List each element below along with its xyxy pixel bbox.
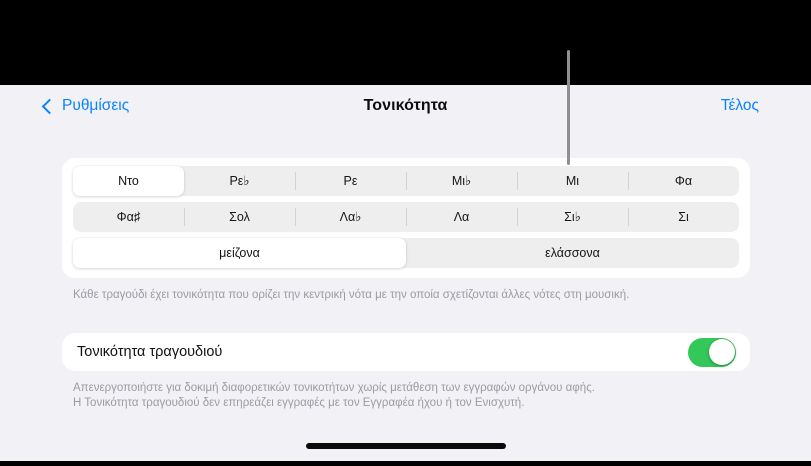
segment-note-10[interactable] [517, 202, 628, 232]
segment-label: Λα [339, 210, 356, 224]
segment-label: Ντο [118, 174, 139, 188]
segment-note-8[interactable] [295, 202, 406, 232]
key-picker-footnote: Κάθε τραγούδι έχει τονικότητα που ορίζει την κεντρική νότα με την οποία σχετίζονται άλλες νότες στη μουσική. [73, 289, 630, 301]
app-viewport [0, 85, 811, 461]
segment-label: Λα [453, 210, 470, 224]
segment-label: ελάσσονα [545, 246, 600, 260]
segment-note-7[interactable] [184, 202, 295, 232]
segment-label: Μι [565, 174, 580, 188]
song-key-footnote [73, 381, 763, 411]
segment-mode-minor[interactable] [406, 238, 739, 268]
segment-label: Σολ [229, 210, 250, 224]
flat-accidental-icon: ♭ [574, 208, 581, 224]
flat-accidental-icon: ♭ [355, 208, 362, 224]
segment-note-2[interactable] [295, 166, 406, 196]
segment-note-0[interactable] [73, 166, 184, 196]
device-edge-bottom [0, 461, 811, 466]
toggle-knob [709, 339, 735, 365]
segment-mode-major[interactable] [73, 238, 406, 268]
flat-accidental-icon: ♭ [243, 172, 250, 188]
segment-label: Σι [678, 210, 689, 224]
segment-label: Ρε [229, 174, 244, 188]
segment-label: μείζονα [219, 246, 260, 260]
song-key-footnote-line-2: Η Τονικότητα τραγουδιού δεν επηρεάζει εγγραφές με τον Εγγραφέα ήχου ή τον Ενισχυτή. [73, 397, 525, 409]
home-indicator[interactable] [306, 443, 506, 449]
segment-label: Σι [564, 210, 575, 224]
segment-note-9[interactable] [406, 202, 517, 232]
segment-note-11[interactable] [628, 202, 739, 232]
pointer-indicator-line[interactable] [567, 50, 570, 165]
segment-label: Μι [451, 174, 466, 188]
key-picker-card [62, 158, 750, 278]
song-key-footnote-line-1: Απενεργοποιήστε για δοκιμή διαφορετικών τονικοτήτων χωρίς μετάθεση των εγγραφών οργάνου αφής. [73, 382, 595, 394]
sharp-accidental-icon: ♯ [133, 208, 141, 224]
page-title: Τονικότητα [363, 97, 448, 114]
segment-note-3[interactable] [406, 166, 517, 196]
segment-label: Φα [674, 174, 693, 188]
back-button-label: Ρυθμίσεις [62, 97, 130, 114]
segment-note-1[interactable] [184, 166, 295, 196]
segment-note-5[interactable] [628, 166, 739, 196]
mode-segmented-control [73, 238, 739, 268]
segment-label: Ρε [343, 174, 358, 188]
flat-accidental-icon: ♭ [465, 172, 472, 188]
done-button[interactable]: Τέλος [720, 97, 759, 114]
note-segmented-control-row-1 [73, 166, 739, 196]
song-key-label: Τονικότητα τραγουδιού [77, 344, 223, 360]
segment-note-4[interactable] [517, 166, 628, 196]
segment-note-6[interactable] [73, 202, 184, 232]
segment-label: Φα [116, 210, 134, 224]
song-key-toggle[interactable] [688, 338, 736, 367]
note-segmented-control-row-2 [73, 202, 739, 232]
song-key-row[interactable] [62, 333, 750, 371]
navigation-bar [0, 85, 811, 127]
